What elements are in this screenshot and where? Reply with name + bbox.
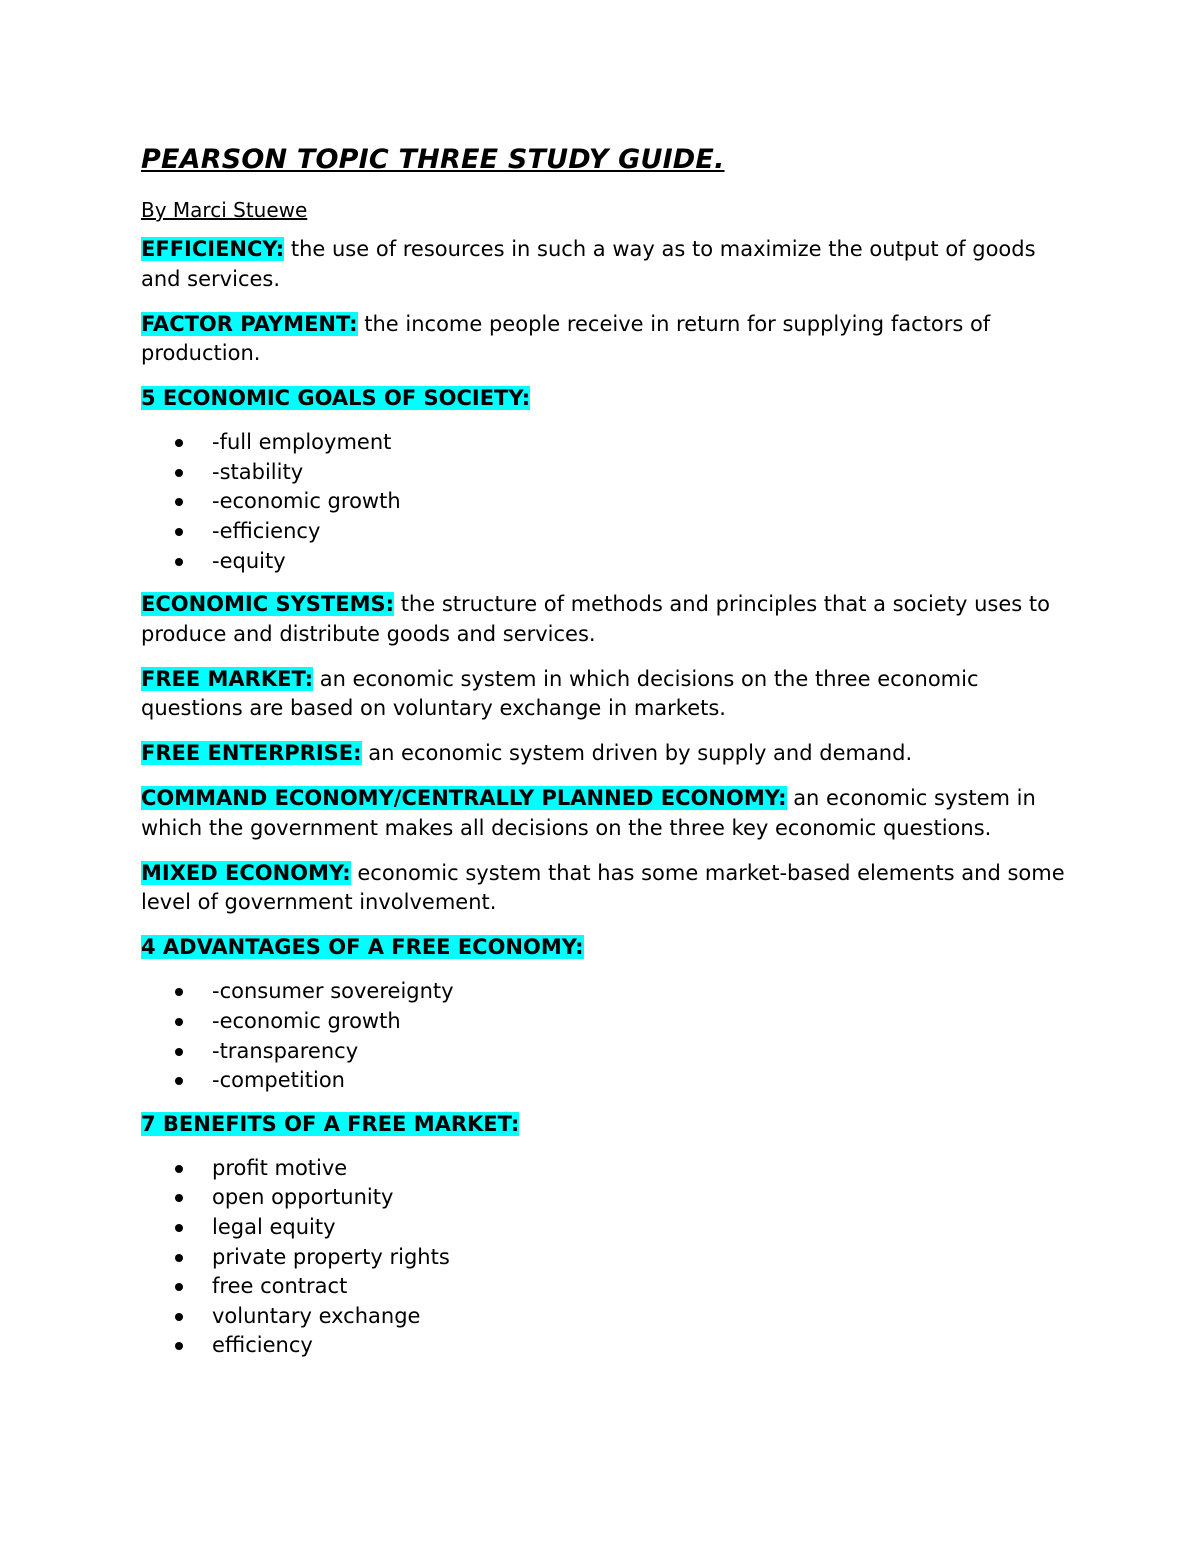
bullet-icon (175, 1254, 183, 1262)
economic-goals-list (141, 428, 1071, 576)
list-item-text: voluntary exchange (212, 1303, 421, 1328)
list-item (141, 1213, 1071, 1243)
bullet-icon (175, 498, 183, 506)
definition-text: an economic system in which decisions on the three economic questions are based on voluntary exchange in markets. (141, 666, 979, 721)
term-free-enterprise: FREE ENTERPRISE: (141, 741, 362, 766)
list-item (141, 428, 1071, 458)
list-item-text: private property rights (212, 1244, 450, 1269)
list-item-text: -economic growth (212, 489, 401, 514)
list-item-text: -stability (212, 459, 304, 484)
bullet-icon (175, 558, 183, 566)
definition-efficiency (141, 235, 1071, 294)
list-item (141, 547, 1071, 577)
section-heading: 5 ECONOMIC GOALS OF SOCIETY: (141, 386, 531, 411)
list-item-text: open opportunity (212, 1185, 394, 1210)
list-item-text: legal equity (212, 1214, 336, 1239)
bullet-icon (175, 1283, 183, 1291)
definition-text: the structure of methods and principles that a society uses to produce and distribute goods and services. (141, 592, 1050, 646)
list-item-text: free contract (212, 1274, 348, 1299)
list-item-text: profit motive (212, 1155, 348, 1180)
list-item (141, 1007, 1071, 1037)
list-item-text: -efficiency (212, 518, 321, 543)
document-page (141, 138, 1071, 1375)
definition-economic-systems (141, 590, 1071, 649)
heading-advantages (141, 933, 1071, 963)
term-factor-payment: FACTOR PAYMENT: (141, 311, 358, 336)
list-item (141, 1272, 1071, 1302)
bullet-icon (175, 528, 183, 536)
bullet-icon (175, 469, 183, 477)
list-item-text: -competition (212, 1068, 345, 1093)
list-item (141, 1331, 1071, 1361)
bullet-icon (175, 1077, 183, 1085)
definition-free-market (141, 665, 1071, 724)
list-item-text: -equity (212, 548, 286, 573)
list-item-text: -economic growth (212, 1008, 401, 1033)
definition-free-enterprise (141, 739, 1071, 769)
list-item (141, 977, 1071, 1007)
bullet-icon (175, 1018, 183, 1026)
bullet-icon (175, 1342, 183, 1350)
list-item (141, 1243, 1071, 1273)
heading-economic-goals (141, 384, 1071, 414)
list-item-text: -consumer sovereignty (212, 979, 454, 1004)
term-command-economy: COMMAND ECONOMY/CENTRALLY PLANNED ECONOMY: (141, 786, 787, 811)
term-economic-systems: ECONOMIC SYSTEMS: (141, 592, 395, 617)
section-heading: 7 BENEFITS OF A FREE MARKET: (141, 1111, 520, 1136)
definition-text: an economic system in which the government makes all decisions on the three key economic questions. (141, 786, 1036, 840)
list-item (141, 1066, 1071, 1096)
list-item-text: -transparency (212, 1038, 359, 1063)
bullet-icon (175, 1194, 183, 1202)
list-item-text: efficiency (212, 1333, 313, 1358)
list-item-text: -full employment (212, 430, 392, 455)
bullet-icon (175, 988, 183, 996)
definition-text: the use of resources in such a way as to maximize the output of goods and services. (141, 237, 1036, 291)
definition-factor-payment (141, 310, 1071, 369)
bullet-icon (175, 1224, 183, 1232)
bullet-icon (175, 1313, 183, 1321)
term-mixed-economy: MIXED ECONOMY: (141, 860, 351, 885)
list-item (141, 517, 1071, 547)
definition-text: the income people receive in return for supplying factors of production. (141, 311, 991, 366)
definition-mixed-economy (141, 859, 1071, 918)
author-line: By Marci Stuewe (141, 198, 308, 222)
list-item (141, 487, 1071, 517)
list-item (141, 1183, 1071, 1213)
list-item (141, 458, 1071, 488)
bullet-icon (175, 1165, 183, 1173)
benefits-list (141, 1154, 1071, 1361)
definition-command-economy (141, 784, 1071, 843)
list-item (141, 1154, 1071, 1184)
bullet-icon (175, 439, 183, 447)
bullet-icon (175, 1048, 183, 1056)
list-item (141, 1037, 1071, 1067)
section-heading: 4 ADVANTAGES OF A FREE ECONOMY: (141, 935, 584, 960)
advantages-list (141, 977, 1071, 1095)
term-efficiency: EFFICIENCY: (141, 237, 285, 261)
heading-benefits (141, 1110, 1071, 1140)
document-title: PEARSON TOPIC THREE STUDY GUIDE. (141, 144, 725, 175)
list-item (141, 1302, 1071, 1332)
definition-text: economic system that has some market-based elements and some level of government involvement. (141, 860, 1065, 915)
definition-text: an economic system driven by supply and demand. (361, 741, 913, 766)
term-free-market: FREE MARKET: (141, 666, 314, 691)
